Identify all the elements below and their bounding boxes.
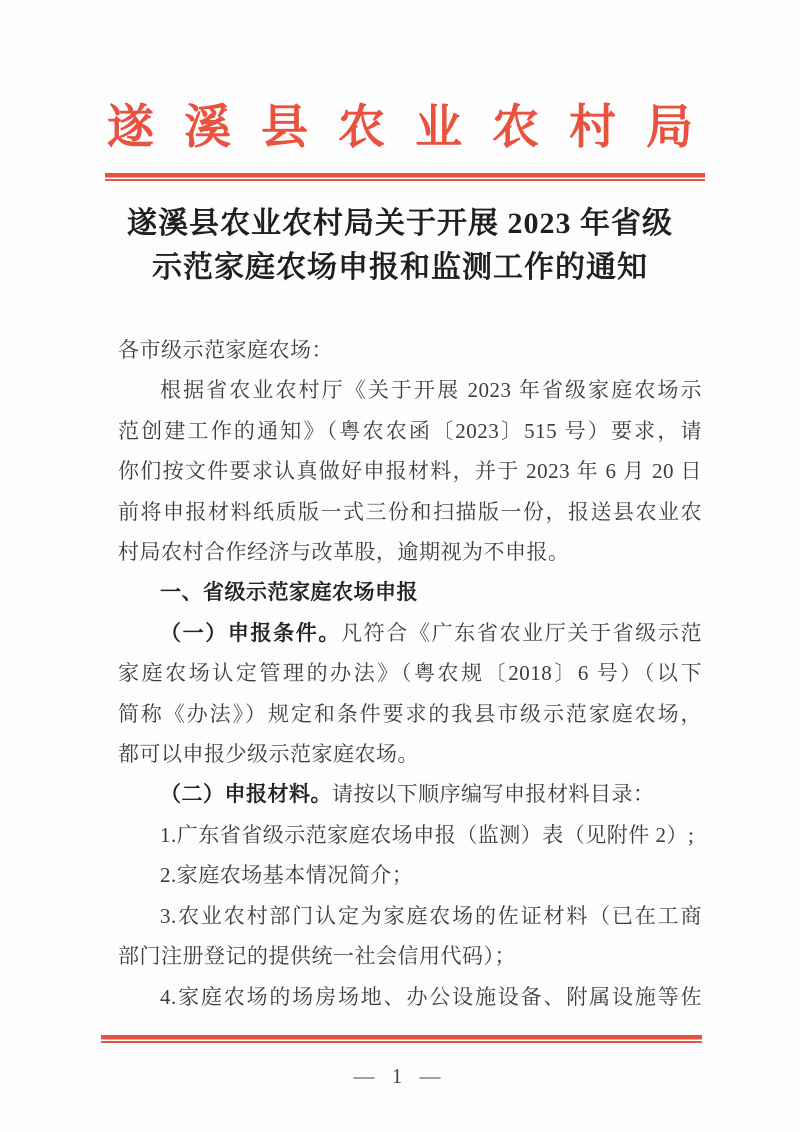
- body-line-text: 2.家庭农场基本情况简介；: [160, 863, 414, 888]
- body-line-text: 范创建工作的通知》（粤农农函〔2023〕515 号）要求，请: [118, 418, 702, 443]
- body-line: [118, 451, 702, 491]
- body-line: [118, 613, 702, 653]
- body-line: [118, 492, 702, 532]
- letterhead-agency-name: 遂溪县农业农村局: [107, 102, 723, 154]
- body-line-text: 1.广东省省级示范家庭农场申报（监测）表（见附件 2）;: [160, 822, 695, 847]
- body-line: [118, 774, 702, 814]
- body-line: [118, 653, 702, 693]
- body-line-text: 简称《办法》）规定和条件要求的我县市级示范家庭农场，: [118, 701, 702, 726]
- body-list-item: [118, 815, 702, 855]
- body-line-bold: （一）申报条件。: [160, 620, 342, 645]
- body-line-bold: （二）申报材料。: [160, 782, 332, 807]
- body-section-heading: [118, 572, 702, 612]
- body-line-text: 家庭农场认定管理的办法》（粤农规〔2018〕6 号）（以下: [118, 661, 702, 686]
- document-title: [0, 202, 800, 290]
- body-line-text: 村局农村合作经济与改革股，逾期视为不申报。: [118, 540, 570, 565]
- document-title-line-2: 示范家庭农场申报和监测工作的通知: [152, 251, 648, 284]
- body-line-text: 各市级示范家庭农场：: [118, 338, 333, 362]
- page-number: — 1 —: [353, 1064, 447, 1088]
- body-line-text: 4.家庭农场的场房场地、办公设施设备、附属设施等佐: [160, 984, 702, 1009]
- body-line-text: 根据省农业农村厅《关于开展 2023 年省级家庭农场示: [160, 378, 702, 403]
- body-list-item: [118, 855, 702, 895]
- document-title-line-1: 遂溪县农业农村局关于开展 2023 年省级: [127, 207, 673, 240]
- body-line: [118, 936, 702, 976]
- body-line-bold: 一、省级示范家庭农场申报: [160, 580, 418, 605]
- letterhead-rule: [105, 173, 705, 181]
- body-line: [118, 370, 702, 410]
- body-line-text: 部门注册登记的提供统一社会信用代码）；: [118, 944, 516, 969]
- document-body: [118, 330, 702, 1017]
- body-line-text: 3.农业农村部门认定为家庭农场的佐证材料（已在工商: [160, 903, 702, 928]
- body-list-item: [118, 896, 702, 936]
- body-line-text: 前将申报材料纸质版一式三份和扫描版一份，报送县农业农: [118, 499, 702, 524]
- body-line: [118, 734, 702, 774]
- body-line: [118, 532, 702, 572]
- body-line-salutation: [118, 330, 702, 370]
- body-line-text: 你们按文件要求认真做好申报材料，并于 2023 年 6 月 20 日: [118, 459, 702, 484]
- footer-rule: [101, 1035, 702, 1043]
- body-list-item: [118, 977, 702, 1017]
- body-line: [118, 411, 702, 451]
- body-line-text: 凡符合《广东省农业厅关于省级示范: [341, 620, 703, 645]
- body-line: [118, 694, 702, 734]
- body-line-text: 都可以申报少级示范家庭农场。: [118, 742, 419, 767]
- body-line-text: 请按以下顺序编写申报材料目录：: [332, 782, 655, 807]
